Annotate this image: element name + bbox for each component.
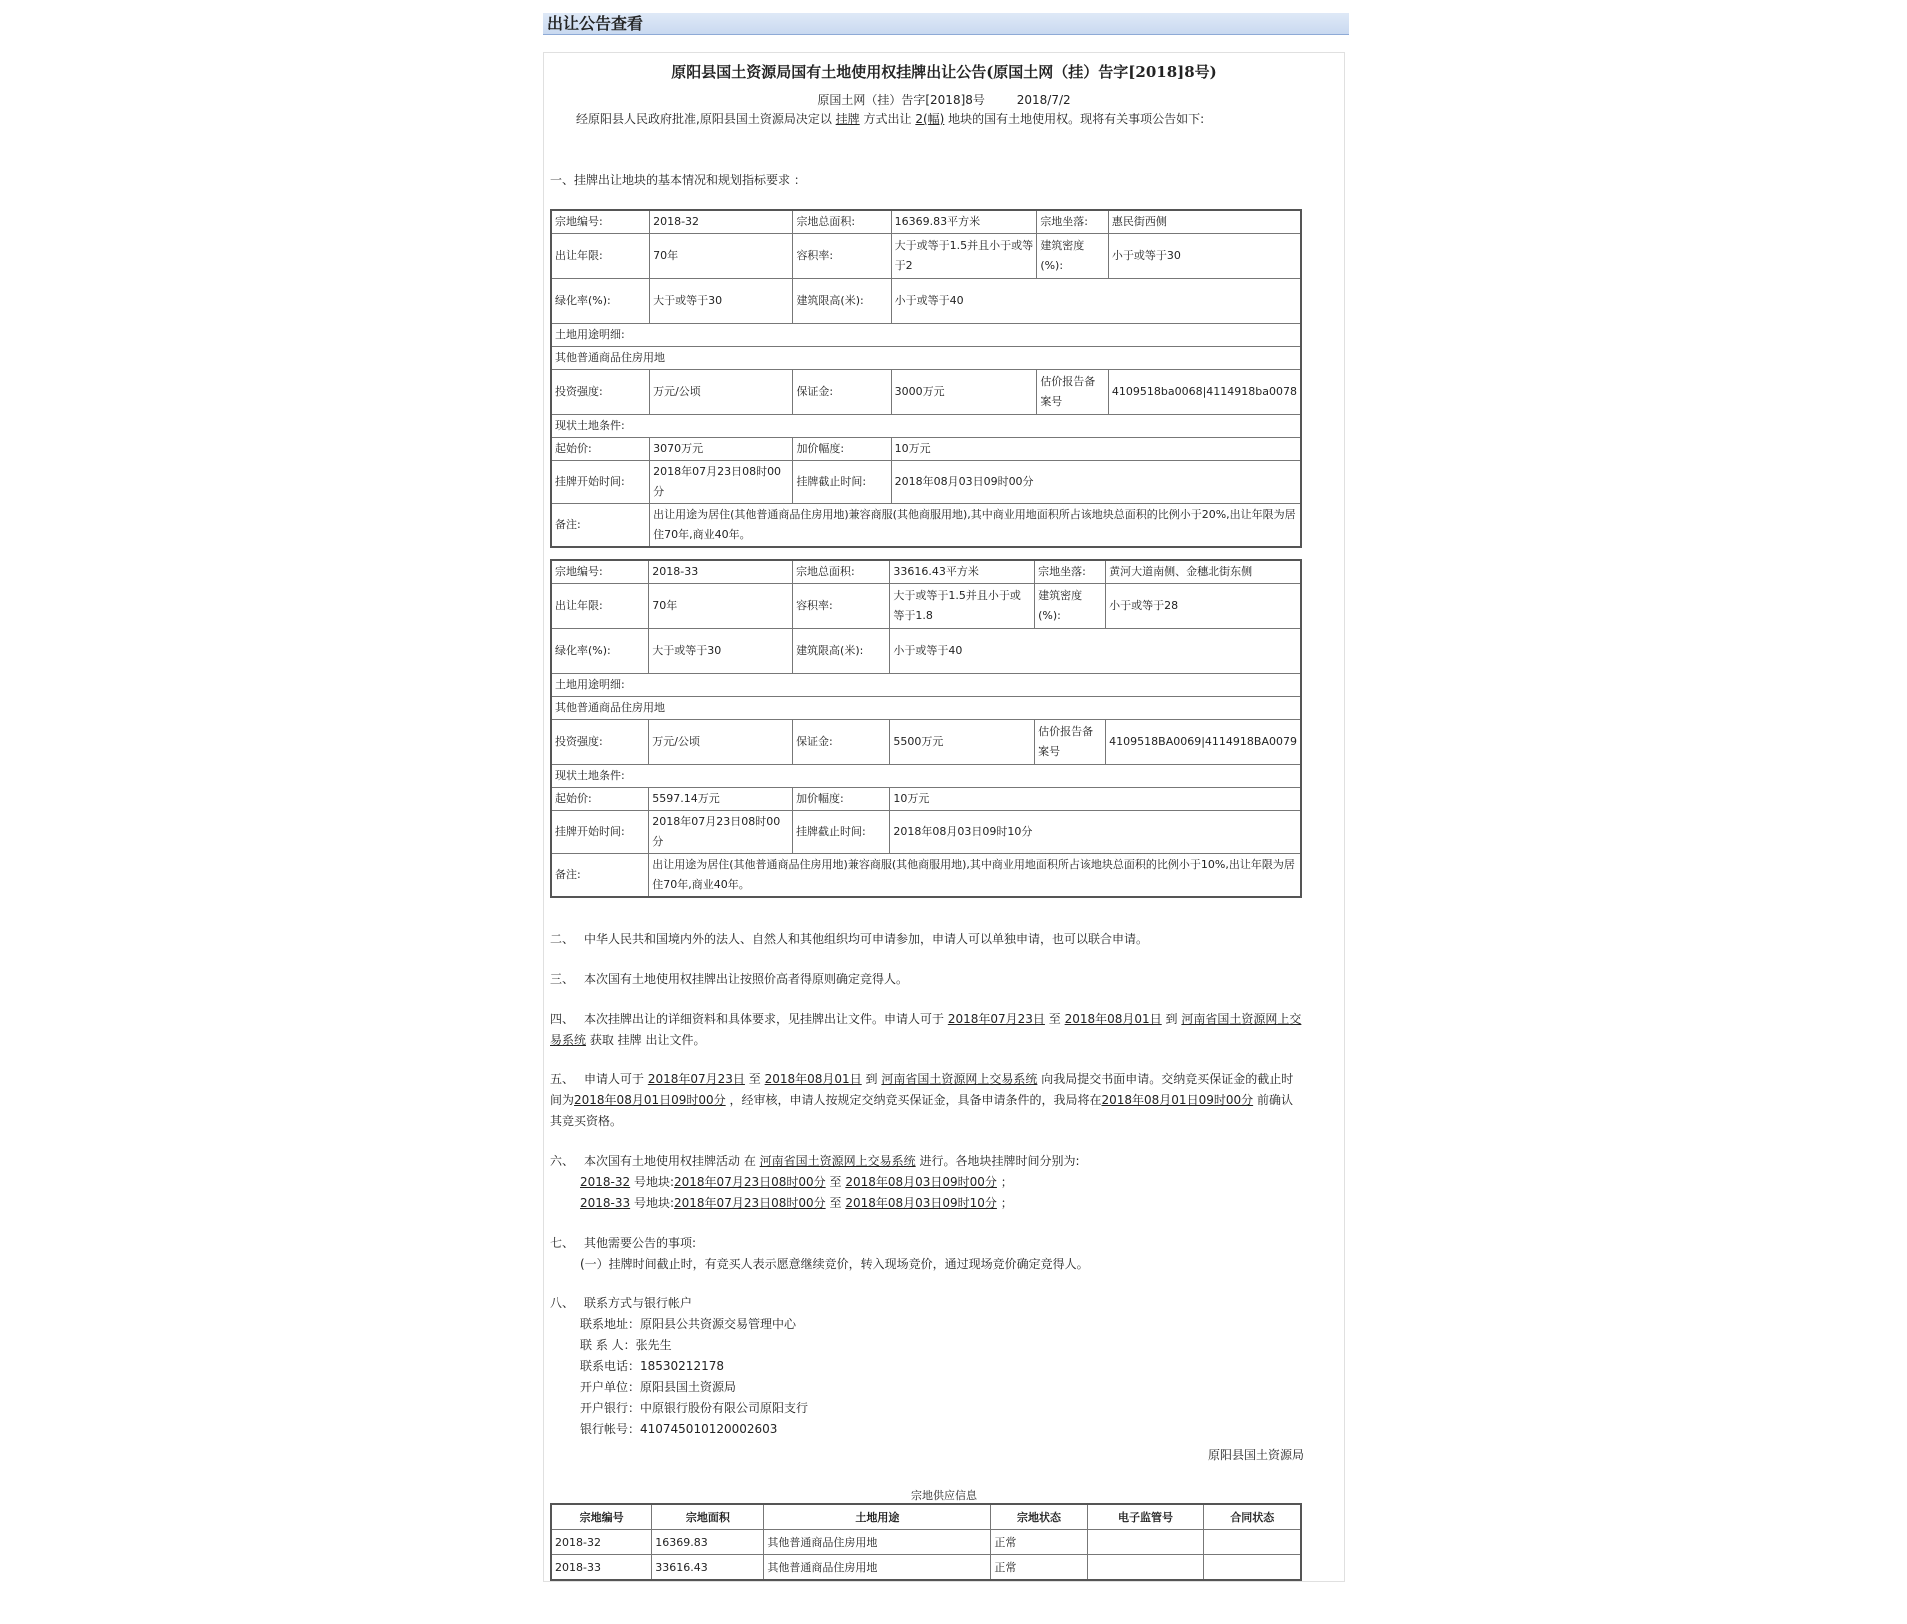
table-row: 投资强度: 万元/公顷 保证金: 3000万元 估价报告备案号 4109518ba0068|4114918ba0078 [551,370,1301,415]
table-row: 绿化率(%): 大于或等于30 建筑限高(米): 小于或等于40 [551,629,1301,674]
table-row: 投资强度: 万元/公顷 保证金: 5500万元 估价报告备案号 4109518BA0069|4114918BA0079 [551,720,1301,765]
section-8: 八、 联系方式与银行帐户 联系地址：原阳县公共资源交易管理中心 联 系 人：张先生 联系电话：18530212178 开户单位：原阳县国土资源局 开户银行：中原银行股份有限公司原阳支行 银行帐号：410745010120002603 [550,1293,1304,1440]
table-row: 备注: 出让用途为居住(其他普通商品住房用地)兼容商服(其他商服用地),其中商业用地面积所占该地块总面积的比例小于20%,出让年限为居住70年,商业40年。 [551,504,1301,548]
page-title: 出让公告查看 [543,13,1349,35]
supply-table [550,1503,1302,1581]
intro-count: 2(幅) [915,112,945,126]
parcel-table-2 [550,559,1302,898]
table-row: 备注: 出让用途为居住(其他普通商品住房用地)兼容商服(其他商服用地),其中商业用地面积所占该地块总面积的比例小于10%,出让年限为居住70年,商业40年。 [551,854,1301,898]
section-2: 二、 中华人民共和国境内外的法人、自然人和其他组织均可申请参加，申请人可以单独申请，也可以联合申请。 [550,932,1149,946]
table-row: 土地用途明细: [551,324,1301,347]
intro-paragraph: 经原阳县人民政府批准,原阳县国土资源局决定以 挂牌 方式出让 2(幅) 地块的国有土地使用权。现将有关事项公告如下: [576,112,1205,126]
parcel-table-1 [550,209,1302,548]
table-row: 起始价: 5597.14万元 加价幅度: 10万元 [551,788,1301,811]
section-6: 六、 本次国有土地使用权挂牌活动 在 河南省国土资源网上交易系统 进行。各地块挂牌时间分别为: 2018-32 号地块:2018年07月23日08时00分 至 2018年08月03日09时00分 ； 2018-33 号地块:2018年07月23日08时00分 至 2018年08月03日09时10分 ； [550,1154,1080,1210]
section-5: 五、 申请人可于 2018年07月23日 至 2018年08月01日 到 河南省国土资源网上交易系统 向我局提交书面申请。交纳竞买保证金的截止时间为2018年08月01日09时00分 ，经审核，申请人按规定交纳竞买保证金，具备申请条件的，我局将在2018年08月01日09时00分 前确认其竞买资格。 [550,1072,1294,1128]
table-row: 现状土地条件: [551,415,1301,438]
announcement-document [543,52,1345,1582]
table-row: 2018-33 33616.43 其他普通商品住房用地 正常 [551,1555,1301,1581]
intro-method: 挂牌 [835,112,860,126]
table-row: 土地用途明细: [551,674,1301,697]
signature: 原阳县国土资源局 [1207,1448,1304,1462]
section-4: 四、 本次挂牌出让的详细资料和具体要求，见挂牌出让文件。申请人可于 2018年07月23日 至 2018年08月01日 到 河南省国土资源网上交易系统 获取 挂牌 出让文件。 [550,1012,1302,1047]
section-7: 七、 其他需要公告的事项: (一）挂牌时间截止时，有竞买人表示愿意继续竞价，转入现场竞价，通过现场竞价确定竞得人。 [550,1236,1089,1271]
account-number: 银行帐号：410745010120002603 [580,1422,778,1436]
doc-number: 原国土网（挂）告字[2018]8号 [817,93,985,107]
account-unit: 开户单位：原阳县国土资源局 [580,1380,737,1394]
contact-address: 联系地址：原阳县公共资源交易管理中心 [580,1317,797,1331]
table-row: 挂牌开始时间: 2018年07月23日08时00分 挂牌截止时间: 2018年08月03日09时00分 [551,461,1301,504]
table-row: 宗地编号: 2018-33 宗地总面积: 33616.43平方米 宗地坐落: 黄河大道南侧、金穗北街东侧 [551,560,1301,584]
contact-person: 联 系 人：张先生 [580,1338,672,1352]
contact-phone: 联系电话：18530212178 [580,1359,724,1373]
announcement-meta [544,91,1344,108]
announcement-title: 原阳县国土资源局国有土地使用权挂牌出让公告(原国土网（挂）告字[2018]8号) [671,63,1217,81]
account-bank: 开户银行：中原银行股份有限公司原阳支行 [580,1401,809,1415]
table-row: 现状土地条件: [551,765,1301,788]
table-row: 出让年限: 70年 容积率: 大于或等于1.5并且小于或等于2 建筑密度(%): 小于或等于30 [551,234,1301,279]
table-row: 挂牌开始时间: 2018年07月23日08时00分 挂牌截止时间: 2018年08月03日09时10分 [551,811,1301,854]
table-row: 2018-32 16369.83 其他普通商品住房用地 正常 [551,1530,1301,1555]
doc-date: 2018/7/2 [1016,93,1071,107]
trading-system-link[interactable]: 河南省国土资源网上交易系统 [881,1072,1038,1086]
table-row: 其他普通商品住房用地 [551,347,1301,370]
table-header-row: 宗地编号 宗地面积 土地用途 宗地状态 电子监管号 合同状态 [551,1504,1301,1530]
section1-title: 一、挂牌出让地块的基本情况和规划指标要求 ： [550,173,806,187]
table-row: 出让年限: 70年 容积率: 大于或等于1.5并且小于或等于1.8 建筑密度(%): 小于或等于28 [551,584,1301,629]
trading-system-link[interactable]: 河南省国土资源网上交易系统 [550,1012,1302,1047]
table-row: 绿化率(%): 大于或等于30 建筑限高(米): 小于或等于40 [551,279,1301,324]
table-row: 宗地编号: 2018-32 宗地总面积: 16369.83平方米 宗地坐落: 惠民街西侧 [551,210,1301,234]
table-row: 其他普通商品住房用地 [551,697,1301,720]
section-3: 三、 本次国有土地使用权挂牌出让按照价高者得原则确定竞得人。 [550,972,909,986]
trading-system-link[interactable]: 河南省国土资源网上交易系统 [759,1154,916,1168]
table-row: 起始价: 3070万元 加价幅度: 10万元 [551,438,1301,461]
supply-caption: 宗地供应信息 [911,1489,977,1502]
